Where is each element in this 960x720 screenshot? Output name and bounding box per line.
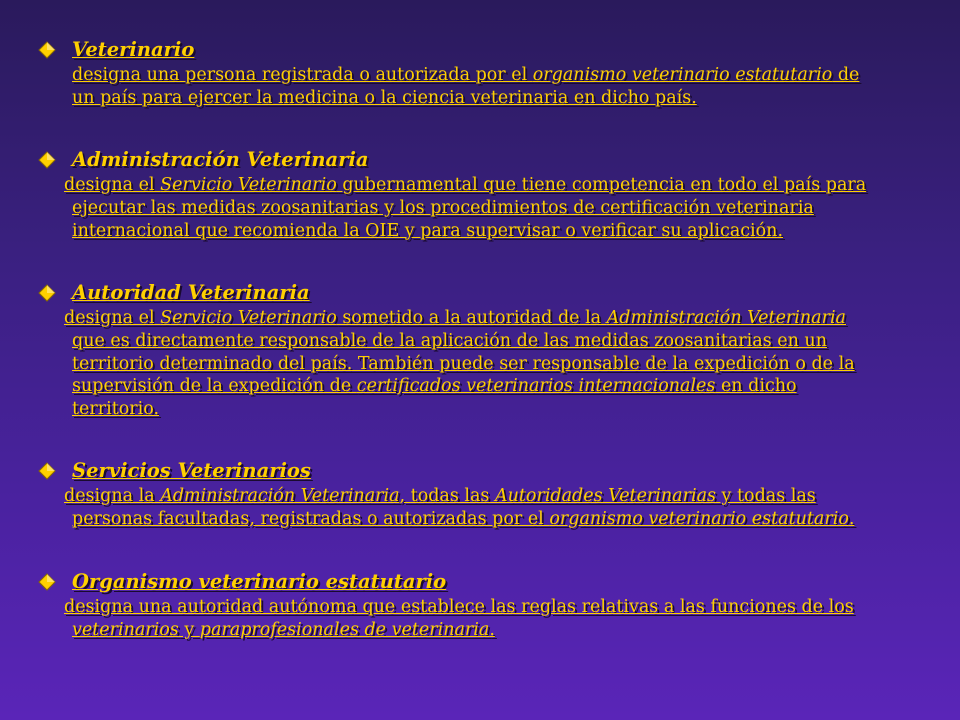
definition-segment: designa una persona registrada o autorizada por el bbox=[72, 65, 533, 85]
definition-segment: supervisión de la expedición de bbox=[72, 376, 357, 397]
definition-segment: gubernamental que tiene competencia en todo el país para bbox=[336, 175, 867, 195]
definition-segment: y bbox=[178, 619, 200, 640]
definition-segment: designa el bbox=[64, 175, 161, 195]
definition-segment: sometido a la autoridad de la bbox=[336, 308, 607, 328]
definition-segment: un país para ejercer la medicina o la ciencia veterinaria en dicho país. bbox=[72, 87, 697, 108]
defined-term-reference: paraprofesionales de veterinaria bbox=[199, 619, 490, 640]
definition-line bbox=[72, 330, 932, 353]
definition-segment: . bbox=[489, 619, 495, 640]
definition-segment: de bbox=[832, 65, 860, 85]
definition-segment: internacional que recomienda la OIE y para supervisar o verificar su aplicación. bbox=[72, 220, 784, 241]
term-title[interactable]: Servicios Veterinarios bbox=[72, 459, 311, 482]
term-title[interactable]: Autoridad Veterinaria bbox=[72, 281, 310, 304]
diamond-bullet-icon bbox=[38, 573, 56, 591]
definition-line bbox=[72, 375, 932, 398]
definition-text[interactable] bbox=[72, 64, 932, 110]
diamond-bullet-icon bbox=[38, 462, 56, 480]
definition-segment: y todas las bbox=[715, 486, 816, 506]
definition-segment: personas facultadas, registradas o autorizadas por el bbox=[72, 508, 550, 529]
definition-segment: designa el bbox=[64, 308, 161, 328]
definition-segment: , todas las bbox=[399, 486, 495, 506]
defined-term-reference: Autoridades Veterinarias bbox=[494, 486, 716, 506]
definition-line bbox=[64, 174, 932, 197]
definition-segment: designa una autoridad autónoma que establece las reglas relativas a las funciones de los bbox=[64, 597, 854, 617]
definition-segment: ejecutar las medidas zoosanitarias y los procedimientos de certificación veterinaria bbox=[72, 197, 814, 218]
definition-text[interactable] bbox=[64, 485, 932, 531]
term-title[interactable]: Organismo veterinario estatutario bbox=[72, 570, 447, 593]
definition-line bbox=[64, 307, 932, 330]
definition-segment: designa la bbox=[64, 486, 161, 506]
diamond-bullet-icon bbox=[38, 151, 56, 169]
definition-segment: en dicho bbox=[715, 376, 797, 397]
definition-line bbox=[72, 197, 932, 220]
diamond-bullet-icon bbox=[38, 284, 56, 302]
definition-line bbox=[72, 220, 932, 243]
definition-segment: que es directamente responsable de la aplicación de las medidas zoosanitarias en un bbox=[72, 330, 827, 351]
definition-line bbox=[72, 398, 932, 421]
definition-line bbox=[64, 485, 932, 508]
definition-line bbox=[72, 353, 932, 376]
definition-line bbox=[72, 64, 932, 87]
definition-line bbox=[64, 596, 932, 619]
definition-segment: territorio determinado del país. También puede ser responsable de la expedición o de la bbox=[72, 353, 855, 374]
definition-segment: territorio. bbox=[72, 399, 160, 420]
definition-text[interactable] bbox=[64, 596, 932, 642]
definition-text[interactable] bbox=[64, 174, 932, 242]
definition-line bbox=[72, 619, 932, 642]
definition-line bbox=[72, 87, 932, 110]
definition-text[interactable] bbox=[64, 307, 932, 421]
definition-segment: . bbox=[848, 508, 855, 529]
defined-term-reference: Administración Veterinaria bbox=[606, 308, 846, 328]
defined-term-reference: Administración Veterinaria bbox=[160, 486, 400, 506]
defined-term-reference: organismo veterinario estatutario bbox=[549, 508, 849, 529]
defined-term-reference: veterinarios bbox=[72, 619, 179, 640]
defined-term-reference: Servicio Veterinario bbox=[160, 308, 337, 328]
defined-term-reference: organismo veterinario estatutario bbox=[532, 65, 833, 85]
defined-term-reference: certificados veterinarios internacionales bbox=[356, 376, 716, 397]
term-title[interactable]: Veterinario bbox=[72, 38, 195, 61]
definition-line bbox=[72, 508, 932, 531]
diamond-bullet-icon bbox=[38, 41, 56, 59]
defined-term-reference: Servicio Veterinario bbox=[160, 175, 337, 195]
term-title: Administración Veterinaria bbox=[72, 148, 369, 171]
